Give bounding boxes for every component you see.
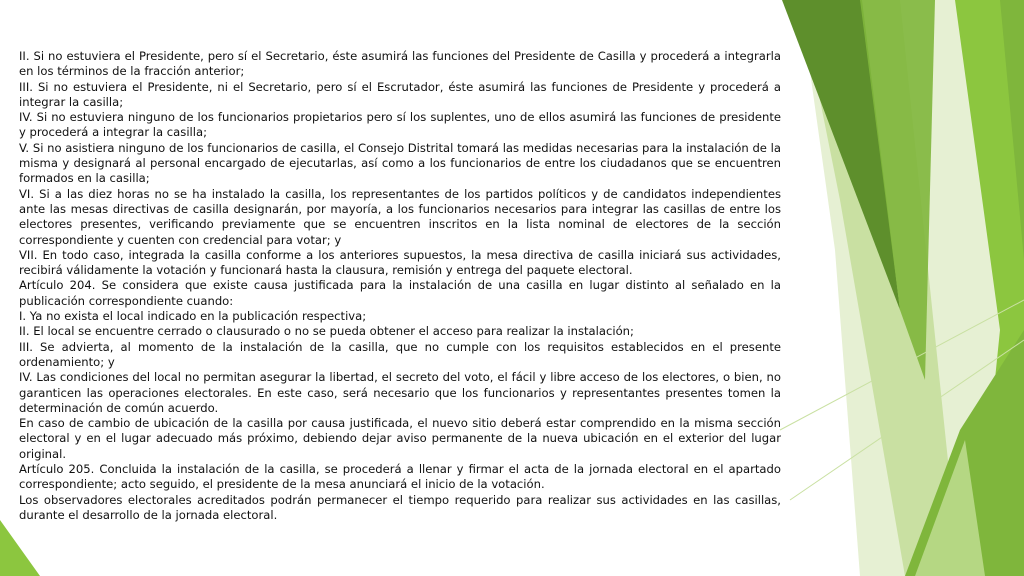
paragraph: III. Si no estuviera el Presidente, ni el Secretario, pero sí el Escrutador, éste asumirá las funciones de Presidente y procederá a integrar la casilla; [19,79,781,109]
paragraph: En caso de cambio de ubicación de la casilla por causa justificada, el nuevo sitio deberá estar comprendido en la misma sección electoral y en el lugar adecuado más próximo, debiendo dejar aviso permanente de la nueva ubicación en el exterior del lugar original. [19,416,781,461]
paragraph: II. Si no estuviera el Presidente, pero sí el Secretario, éste asumirá las funciones del Presidente de Casilla y procederá a integrarla en los términos de la fracción anterior; [19,49,781,79]
paragraph: IV. Si no estuviera ninguno de los funcionarios propietarios pero sí los suplentes, uno de ellos asumirá las funciones de presidente y procederá a integrar la casilla; [19,110,781,140]
paragraph: Los observadores electorales acreditados podrán permanecer el tiempo requerido para realizar sus actividades en las casillas, durante el desarrollo de la jornada electoral. [19,492,781,522]
paragraph: V. Si no asistiera ninguno de los funcionarios de casilla, el Consejo Distrital tomará las medidas necesarias para la instalación de la misma y designará al personal encargado de ejecutarlas, así como a los funcionarios de entre los ciudadanos que se encuentren formados en la casilla; [19,140,781,186]
paragraph: VII. En todo caso, integrada la casilla conforme a los anteriores supuestos, la mesa directiva de casilla iniciará sus actividades, recibirá válidamente la votación y funcionará hasta la clausura, remisión y entrega del paquete electoral. [19,247,781,278]
paragraph: Artículo 205. Concluida la instalación de la casilla, se procederá a llenar y firmar el acta de la jornada electoral en el apartado correspondiente; acto seguido, el presidente de la mesa anunciará el inicio de la votación. [19,462,781,492]
slide-body-text [19,49,781,523]
corner-triangle-left [0,520,40,576]
paragraph: III. Se advierta, al momento de la instalación de la casilla, que no cumple con los requisitos establecidos en el presente ordenamiento; y [19,339,781,369]
paragraph: I. Ya no exista el local indicado en la publicación respectiva; [19,309,367,324]
paragraph: IV. Las condiciones del local no permitan asegurar la libertad, el secreto del voto, el fácil y libre acceso de los electores, o bien, no garanticen las operaciones electorales. En este caso, será necesario que los funcionarios y representantes presentes tomen la determinación de común acuerdo. [19,370,781,415]
paragraph: VI. Si a las diez horas no se ha instalado la casilla, los representantes de los partidos políticos y de candidatos independientes ante las mesas directivas de casilla designarán, por mayoría, a los funcionarios necesarios para integrar las casillas de entre los electores presentes, verificando previamente que se encuentren inscritos en la lista nominal de electores de la sección correspondiente y cuenten con credencial para votar; y [19,186,781,247]
paragraph: Artículo 204. Se considera que existe causa justificada para la instalación de una casilla en lugar distinto al señalado en la publicación correspondiente cuando: [19,278,781,308]
paragraph: II. El local se encuentre cerrado o clausurado o no se pueda obtener el acceso para realizar la instalación; [19,324,634,339]
